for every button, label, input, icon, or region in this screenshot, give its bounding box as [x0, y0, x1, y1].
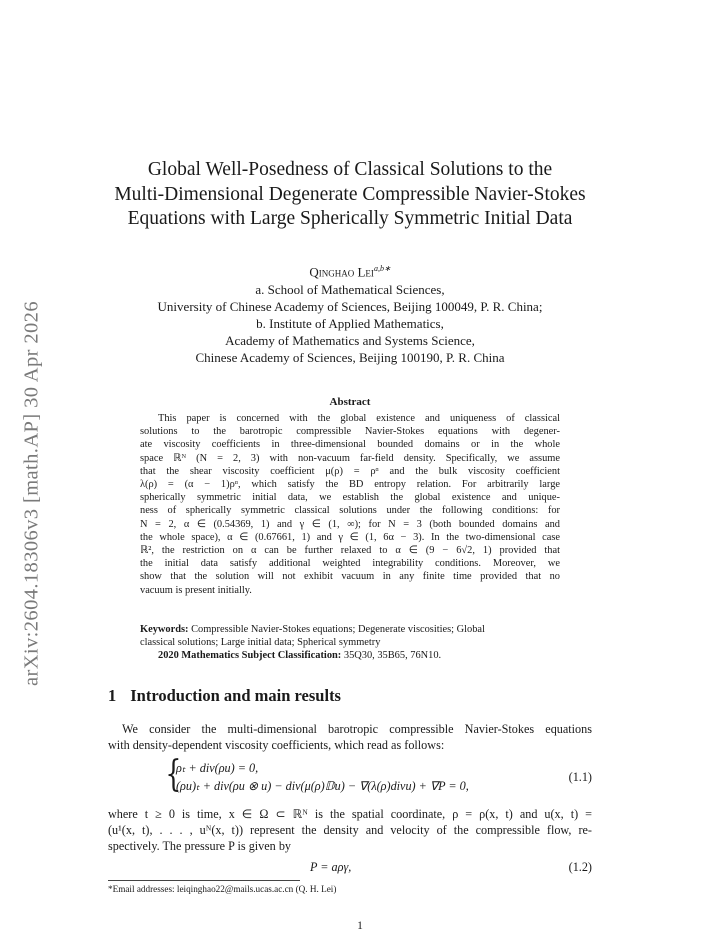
abstract-line: ness of spherically symmetric classical solutions under the following conditions: for: [140, 505, 560, 517]
footnote-divider: [108, 880, 300, 881]
keywords-line: [140, 623, 574, 636]
abstract-line: the whole space), α ∈ (0.67661, 1) and γ ∈ (1, 6α − 3). In the two-dimensional case: [140, 531, 560, 543]
abstract-line: ℝ², the restriction on α can be further relaxed to α ∈ (9 − 6√2, 1) provided that: [140, 545, 560, 557]
affiliation-line: University of Chinese Academy of Sciences, Beijing 100049, P. R. China;: [157, 298, 543, 314]
keywords-line: classical solutions; Large initial data; Spherical symmetry: [140, 637, 381, 649]
definitions-paragraph: [108, 806, 592, 855]
intro-paragraph: [108, 721, 592, 753]
abstract-line: solutions to the barotropic compressible Navier-Stokes equations with degener-: [140, 426, 560, 438]
abstract-line: the initial data satisfy additional weighted integrability conditions. Moreover, we: [140, 558, 560, 570]
msc-label: 2020 Mathematics Subject Classification:: [158, 650, 342, 662]
equation-1-1: [162, 754, 592, 796]
keywords-label: Keywords:: [140, 624, 189, 635]
abstract-line: This paper is concerned with the global existence and uniqueness of classical: [158, 413, 560, 424]
abstract-line: N = 2, α ∈ (0.54369, 1) and γ ∈ (1, ∞); for N = 3 (both bounded domains and: [140, 518, 560, 530]
abstract-line: that the shear viscosity coefficient μ(ρ) = ρᵅ and the bulk viscosity coefficient: [140, 465, 560, 477]
affiliation-line: Academy of Mathematics and Systems Science,: [225, 333, 475, 349]
body-line: spectively. The pressure P is given by: [108, 839, 292, 854]
body-line: where t ≥ 0 is time, x ∈ Ω ⊂ ℝᴺ is the spatial coordinate, ρ = ρ(x, t) and u(x, t) =: [108, 807, 592, 821]
body-line: with density-dependent viscosity coefficients, which read as follows:: [108, 738, 445, 753]
author-block: [90, 260, 610, 367]
equation-1-2: [108, 860, 592, 878]
abstract-line: show that the solution will not exhibit vacuum in any finite time provided that no: [140, 571, 560, 583]
author-name: Qinghao Lei: [309, 264, 374, 280]
paper-title: [90, 158, 610, 232]
equation-number: (1.1): [568, 770, 592, 784]
section-number: 1: [108, 686, 117, 705]
left-brace: {: [165, 754, 182, 795]
equation-line: (ρu)ₜ + div(ρu ⊗ u) − div(μ(ρ)𝔻u) − ∇(λ(ρ)divu) + ∇P = 0,: [176, 779, 469, 793]
affiliation-line: b. Institute of Applied Mathematics,: [256, 315, 444, 331]
keywords-block: [140, 623, 574, 663]
author-marks: a,b∗: [373, 264, 391, 273]
abstract-line: space ℝᴺ (N = 2, 3) with non-vacuum far-field density. Specifically, we assume: [140, 452, 560, 464]
abstract-line: ate viscosity coefficients in three-dimensional bounded domains or in the whole: [140, 439, 560, 451]
section-title: Introduction and main results: [130, 686, 341, 705]
affiliation-line: Chinese Academy of Sciences, Beijing 100190, P. R. China: [195, 350, 505, 366]
equation-line: P = aργ,: [310, 860, 352, 874]
abstract-line: λ(ρ) = (α − 1)ρᵅ, which satisfy the BD entropy relation. For arbitrarily large: [140, 479, 560, 491]
arxiv-stamp: arXiv:2604.18306v3 [math.AP] 30 Apr 2026: [20, 301, 43, 686]
msc-codes: 35Q30, 35B65, 76N10.: [343, 650, 442, 662]
body-line: We consider the multi-dimensional barotropic compressible Navier-Stokes equations: [122, 722, 592, 736]
msc-line: [140, 649, 574, 662]
abstract-body: [140, 412, 560, 597]
keywords-text: Compressible Navier-Stokes equations; Degenerate viscosities; Global: [191, 624, 485, 635]
author-line: [90, 260, 610, 281]
abstract-line: vacuum is present initially.: [140, 584, 252, 596]
title-line: Equations with Large Spherically Symmetric Initial Data: [127, 208, 573, 229]
title-line: Multi-Dimensional Degenerate Compressible Navier-Stokes: [114, 183, 586, 205]
abstract-heading: Abstract: [329, 396, 371, 408]
title-line: Global Well-Posedness of Classical Solutions to the: [147, 159, 553, 180]
body-line: (u¹(x, t), . . . , uᴺ(x, t)) represent the density and velocity of the compressible flow, re-: [108, 823, 592, 838]
footnote: *Email addresses: leiqinghao22@mails.ucas.ac.cn (Q. H. Lei): [108, 884, 337, 894]
abstract-line: spherically symmetric initial data, we establish the global existence and unique-: [140, 492, 560, 504]
page-number: 1: [357, 920, 363, 932]
affiliation-line: a. School of Mathematical Sciences,: [255, 281, 445, 297]
equation-number: (1.2): [568, 860, 592, 874]
equation-line: ρₜ + div(ρu) = 0,: [176, 761, 259, 775]
section-heading: [108, 686, 341, 706]
